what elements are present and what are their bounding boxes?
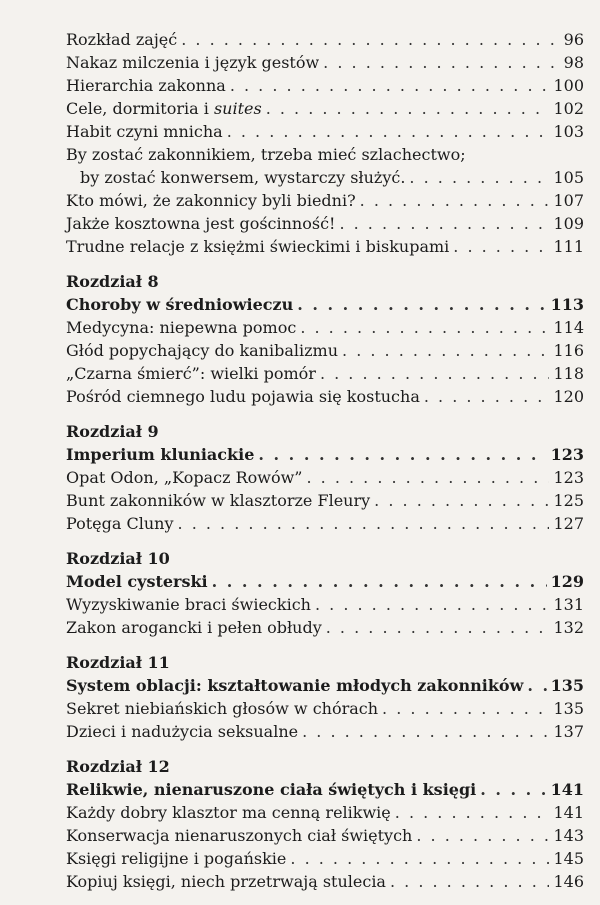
- dot-leader: [480, 778, 546, 801]
- dot-leader: [374, 489, 549, 512]
- chapter-heading: Rozdział 10: [66, 549, 170, 568]
- toc-entry: [66, 847, 584, 870]
- entry-title: Potęga Cluny: [66, 514, 174, 533]
- toc-entry: [66, 570, 584, 593]
- dot-leader: [409, 166, 549, 189]
- entry-title: Medycyna: niepewna pomoc: [66, 318, 297, 337]
- toc-entry: [66, 120, 584, 143]
- toc-entry: [66, 51, 584, 74]
- entry-page: 135: [550, 676, 584, 695]
- toc-entry: [66, 28, 584, 51]
- entry-page: 102: [553, 99, 584, 118]
- entry-page: 96: [563, 30, 584, 49]
- toc-entry: [66, 339, 584, 362]
- entry-title: Sekret niebiańskich głosów w chórach: [66, 699, 379, 718]
- dot-leader: [302, 720, 549, 743]
- entry-title: Konserwacja nienaruszonych ciał świętych: [66, 826, 413, 845]
- entry-title: Imperium kluniackie: [66, 445, 255, 464]
- entry-title: Kopiuj księgi, niech przetrwają stulecia: [66, 872, 386, 891]
- entry-title: By zostać zakonnikiem, trzeba mieć szlachectwo;: [66, 145, 466, 164]
- dot-leader: [326, 616, 550, 639]
- entry-page: 137: [553, 722, 584, 741]
- entry-page: 118: [553, 364, 584, 383]
- dot-leader: [266, 97, 550, 120]
- toc-entry: [66, 143, 584, 166]
- entry-page: 141: [550, 780, 584, 799]
- toc-entry: [66, 616, 584, 639]
- toc-entry: [66, 443, 584, 466]
- entry-page: 113: [550, 295, 584, 314]
- entry-title-plain: Cele, dormitoria i: [66, 99, 214, 118]
- table-of-contents: [66, 28, 584, 893]
- entry-title: [66, 97, 262, 120]
- entry-title-italic: suites: [213, 99, 262, 118]
- toc-entry: [66, 235, 584, 258]
- entry-page: 100: [553, 76, 584, 95]
- toc-entry: [66, 720, 584, 743]
- dot-leader: [297, 293, 546, 316]
- entry-title: Relikwie, nienaruszone ciała świętych i księgi: [66, 780, 477, 799]
- entry-page: 107: [553, 191, 584, 210]
- entry-title: „Czarna śmierć”: wielki pomór: [66, 364, 316, 383]
- toc-entry: [66, 801, 584, 824]
- entry-title: Trudne relacje z księżmi świeckimi i biskupami: [66, 237, 450, 256]
- dot-leader: [300, 316, 549, 339]
- chapter-heading: Rozdział 8: [66, 272, 159, 291]
- chapter-heading: Rozdział 11: [66, 653, 170, 672]
- entry-page: 132: [553, 618, 584, 637]
- entry-page: 145: [553, 849, 584, 868]
- entry-page: 111: [553, 237, 584, 256]
- toc-entry: [66, 362, 584, 385]
- entry-page: 135: [553, 699, 584, 718]
- toc-entry: [66, 212, 584, 235]
- entry-page: 129: [550, 572, 584, 591]
- entry-page: 125: [553, 491, 584, 510]
- entry-page: 141: [553, 803, 584, 822]
- dot-leader: [360, 189, 550, 212]
- toc-entry: [66, 674, 584, 697]
- dot-leader: [416, 824, 549, 847]
- dot-leader: [323, 51, 558, 74]
- toc-entry: [66, 293, 584, 316]
- entry-title: Dzieci i nadużycia seksualne: [66, 722, 299, 741]
- entry-title: Bunt zakonników w klasztorze Fleury: [66, 491, 371, 510]
- entry-page: 120: [553, 387, 584, 406]
- entry-title: Kto mówi, że zakonnicy byli biedni?: [66, 191, 356, 210]
- entry-page: 105: [553, 168, 584, 187]
- entry-page: 131: [553, 595, 584, 614]
- dot-leader: [424, 385, 550, 408]
- entry-title: Rozkład zajęć: [66, 30, 178, 49]
- dot-leader: [382, 697, 549, 720]
- entry-title: Model cysterski: [66, 572, 208, 591]
- entry-page: 109: [553, 214, 584, 233]
- toc-entry: [66, 189, 584, 212]
- dot-leader: [290, 847, 549, 870]
- entry-title: Księgi religijne i pogańskie: [66, 849, 287, 868]
- entry-title: Hierarchia zakonna: [66, 76, 226, 95]
- entry-page: 103: [553, 122, 584, 141]
- dot-leader: [527, 674, 546, 697]
- toc-entry: [66, 593, 584, 616]
- entry-title: Opat Odon, „Kopacz Rowów”: [66, 468, 303, 487]
- toc-entry: [66, 697, 584, 720]
- toc-entry: [66, 466, 584, 489]
- entry-title: by zostać konwersem, wystarczy służyć.: [80, 168, 406, 187]
- toc-entry: [66, 512, 584, 535]
- dot-leader: [320, 362, 550, 385]
- entry-title: Choroby w średniowieczu: [66, 295, 294, 314]
- chapter-heading: Rozdział 12: [66, 757, 170, 776]
- entry-title: Habit czyni mnicha: [66, 122, 223, 141]
- entry-title: Każdy dobry klasztor ma cenną relikwię: [66, 803, 391, 822]
- dot-leader: [230, 74, 550, 97]
- toc-entry: [66, 778, 584, 801]
- entry-page: 98: [563, 53, 584, 72]
- toc-entry: [66, 489, 584, 512]
- dot-leader: [306, 466, 549, 489]
- toc-entry: [66, 166, 584, 189]
- dot-leader: [178, 512, 550, 535]
- entry-page: 123: [553, 468, 584, 487]
- dot-leader: [339, 212, 549, 235]
- dot-leader: [395, 801, 550, 824]
- toc-entry: [66, 824, 584, 847]
- entry-title: Pośród ciemnego ludu pojawia się kostucha: [66, 387, 420, 406]
- dot-leader: [258, 443, 546, 466]
- toc-entry: [66, 316, 584, 339]
- entry-title: Nakaz milczenia i język gestów: [66, 53, 320, 72]
- entry-title: System oblacji: kształtowanie młodych zakonników: [66, 676, 524, 695]
- entry-page: 123: [550, 445, 584, 464]
- toc-entry: [66, 870, 584, 893]
- dot-leader: [181, 28, 558, 51]
- entry-page: 146: [553, 872, 584, 891]
- entry-page: 127: [553, 514, 584, 533]
- dot-leader: [390, 870, 549, 893]
- dot-leader: [453, 235, 549, 258]
- entry-page: 116: [553, 341, 584, 360]
- dot-leader: [315, 593, 549, 616]
- toc-entry: [66, 74, 584, 97]
- toc-entry: [66, 385, 584, 408]
- chapter-heading: Rozdział 9: [66, 422, 159, 441]
- dot-leader: [227, 120, 550, 143]
- toc-entry: [66, 97, 584, 120]
- entry-page: 114: [553, 318, 584, 337]
- dot-leader: [212, 570, 547, 593]
- entry-title: Głód popychający do kanibalizmu: [66, 341, 339, 360]
- entry-page: 143: [553, 826, 584, 845]
- entry-title: Wyzyskiwanie braci świeckich: [66, 595, 311, 614]
- entry-title: Zakon arogancki i pełen obłudy: [66, 618, 322, 637]
- entry-title: Jakże kosztowna jest gościnność!: [66, 214, 336, 233]
- dot-leader: [342, 339, 549, 362]
